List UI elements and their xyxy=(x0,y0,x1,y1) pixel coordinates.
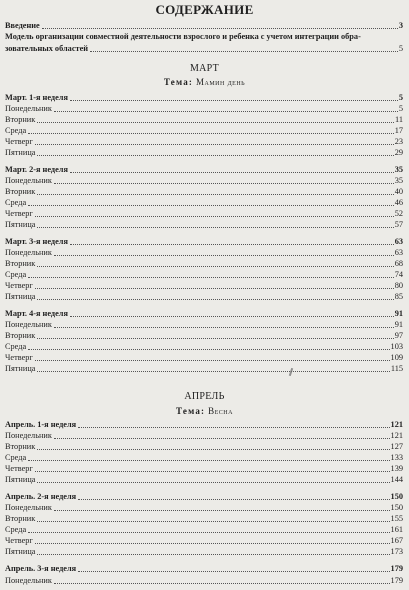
toc-day[interactable] xyxy=(5,197,403,208)
toc-day-page: 109 xyxy=(390,353,403,362)
toc-day-page: 127 xyxy=(390,442,403,451)
toc-day-page: 35 xyxy=(394,176,403,185)
toc-week-page: 150 xyxy=(390,492,403,501)
toc-day-label: Вторник xyxy=(5,259,36,268)
dot-leader xyxy=(37,338,393,339)
dot-leader xyxy=(54,438,390,439)
page-title: СОДЕРЖАНИЕ xyxy=(155,2,254,17)
toc-day-page: 115 xyxy=(390,364,403,373)
toc-day-label: Понедельник xyxy=(5,503,52,512)
dot-leader xyxy=(28,460,389,461)
dot-leader xyxy=(37,554,389,555)
toc-day[interactable] xyxy=(5,186,403,197)
dot-leader xyxy=(37,299,393,300)
toc-day[interactable] xyxy=(5,474,403,485)
dot-leader xyxy=(78,499,389,500)
toc-day[interactable] xyxy=(5,147,403,158)
dot-leader xyxy=(37,122,394,123)
toc-day[interactable] xyxy=(5,103,403,114)
toc-day-page: 97 xyxy=(394,331,403,340)
toc-day[interactable] xyxy=(5,208,403,219)
toc-day[interactable] xyxy=(5,291,403,302)
toc-day-label: Четверг xyxy=(5,464,33,473)
dot-leader xyxy=(70,244,394,245)
toc-day-label: Пятница xyxy=(5,475,36,484)
toc-day-page: 52 xyxy=(394,209,403,218)
dot-leader xyxy=(28,205,394,206)
dot-leader xyxy=(70,316,394,317)
toc-day[interactable] xyxy=(5,535,403,546)
toc-week-page: 5 xyxy=(398,93,403,102)
toc-week[interactable] xyxy=(5,236,403,247)
dot-leader xyxy=(37,194,393,195)
toc-day-label: Вторник xyxy=(5,115,36,124)
toc-day-page: 133 xyxy=(390,453,403,462)
dot-leader xyxy=(90,51,398,52)
toc-day-page: 155 xyxy=(390,514,403,523)
toc-entry-label-line2: зовательных областей xyxy=(5,44,89,53)
toc-day-label: Пятница xyxy=(5,148,36,157)
toc-day-label: Вторник xyxy=(5,187,36,196)
dot-leader xyxy=(54,111,398,112)
toc-day-label: Четверг xyxy=(5,353,33,362)
toc-week-label: Март. 2-я неделя xyxy=(5,165,68,174)
dot-leader xyxy=(35,543,390,544)
toc-day-page: 80 xyxy=(394,281,403,290)
toc-day-page: 23 xyxy=(394,137,403,146)
toc-week-page: 121 xyxy=(390,420,403,429)
toc-day[interactable] xyxy=(5,219,403,230)
section-theme-march xyxy=(0,77,409,87)
toc-day-page: 91 xyxy=(394,320,403,329)
toc-week[interactable] xyxy=(5,563,403,574)
dot-leader xyxy=(54,255,394,256)
toc-day[interactable] xyxy=(5,136,403,147)
toc-day-page: 5 xyxy=(398,104,403,113)
toc-day-label: Четверг xyxy=(5,137,33,146)
toc-day[interactable] xyxy=(5,269,403,280)
toc-day-page: 121 xyxy=(390,431,403,440)
toc-week[interactable] xyxy=(5,491,403,502)
toc-day-page: 74 xyxy=(394,270,403,279)
dot-leader xyxy=(37,266,393,267)
toc-day-page: 57 xyxy=(394,220,403,229)
toc-day-page: 29 xyxy=(394,148,403,157)
toc-day-page: 40 xyxy=(394,187,403,196)
toc-day-label: Четверг xyxy=(5,536,33,545)
toc-day[interactable] xyxy=(5,430,403,441)
toc-day-label: Среда xyxy=(5,270,27,279)
toc-day[interactable] xyxy=(5,125,403,136)
toc-day-label: Понедельник xyxy=(5,431,52,440)
section-month-march: МАРТ xyxy=(189,63,220,74)
dot-leader xyxy=(70,100,398,101)
toc-day-label: Вторник xyxy=(5,442,36,451)
toc-day[interactable] xyxy=(5,546,403,557)
toc-day-page: 46 xyxy=(394,198,403,207)
toc-day-page: 11 xyxy=(395,115,403,124)
section-theme-april xyxy=(0,406,409,416)
toc-day-page: 68 xyxy=(394,259,403,268)
toc-entry-page: 3 xyxy=(398,21,403,30)
toc-day-label: Вторник xyxy=(5,331,36,340)
dot-leader xyxy=(42,28,398,29)
dot-leader xyxy=(37,371,389,372)
toc-entry-label-line1: Модель организации совместной деятельности взрослого и ребенка с учетом интеграции обра- xyxy=(5,32,361,41)
dot-leader xyxy=(37,521,389,522)
toc-day-page: 144 xyxy=(390,475,403,484)
toc-day-page: 179 xyxy=(390,576,403,585)
theme-label: Тема: xyxy=(163,77,194,87)
toc-week[interactable] xyxy=(5,92,403,103)
toc-day[interactable] xyxy=(5,502,403,513)
toc-day-label: Понедельник xyxy=(5,104,52,113)
toc-week[interactable] xyxy=(5,308,403,319)
toc-day[interactable] xyxy=(5,452,403,463)
toc-day-label: Понедельник xyxy=(5,320,52,329)
dot-leader xyxy=(54,183,394,184)
dot-leader xyxy=(28,349,389,350)
toc-day-page: 103 xyxy=(390,342,403,351)
toc-week[interactable] xyxy=(5,419,403,430)
dot-leader xyxy=(28,133,394,134)
toc-day[interactable] xyxy=(5,341,403,352)
toc-day-label: Четверг xyxy=(5,281,33,290)
dot-leader xyxy=(54,510,390,511)
toc-day-label: Среда xyxy=(5,453,27,462)
toc-day[interactable] xyxy=(5,247,403,258)
toc-day-label: Пятница xyxy=(5,547,36,556)
toc-day-label: Среда xyxy=(5,342,27,351)
toc-day-label: Среда xyxy=(5,198,27,207)
toc-day-label: Четверг xyxy=(5,209,33,218)
dot-leader xyxy=(54,327,394,328)
toc-week-label: Апрель. 1-я неделя xyxy=(5,420,77,429)
toc-day-label: Пятница xyxy=(5,292,36,301)
dot-leader xyxy=(54,583,390,584)
toc-day-page: 85 xyxy=(394,292,403,301)
toc-day-page: 17 xyxy=(394,126,403,135)
toc-day-page: 63 xyxy=(394,248,403,257)
dot-leader xyxy=(78,571,389,572)
toc-week[interactable] xyxy=(5,164,403,175)
toc-day-page: 150 xyxy=(390,503,403,512)
theme-value: Весна xyxy=(208,406,233,416)
toc-day[interactable] xyxy=(5,175,403,186)
dot-leader xyxy=(70,172,394,173)
toc-week-label: Апрель. 2-я неделя xyxy=(5,492,77,501)
toc-week-label: Март. 1-я неделя xyxy=(5,93,68,102)
toc-day[interactable] xyxy=(5,463,403,474)
toc-day-page: 161 xyxy=(390,525,403,534)
toc-day-label: Среда xyxy=(5,126,27,135)
toc-entry-label: Введение xyxy=(5,21,40,30)
toc-entry-model[interactable] xyxy=(5,31,403,55)
dot-leader xyxy=(37,155,393,156)
toc-day-page: 139 xyxy=(390,464,403,473)
section-month-april: АПРЕЛЬ xyxy=(184,391,225,402)
toc-day-label: Вторник xyxy=(5,514,36,523)
dot-leader xyxy=(28,532,389,533)
toc-day-label: Пятница xyxy=(5,220,36,229)
toc-entry-page: 5 xyxy=(398,44,403,53)
theme-value: Мамин день xyxy=(195,77,246,87)
toc-week-page: 91 xyxy=(394,309,403,318)
toc-week-page: 63 xyxy=(394,237,403,246)
toc-week-label: Март. 4-я неделя xyxy=(5,309,68,318)
toc-day[interactable] xyxy=(5,575,403,586)
toc-week-page: 35 xyxy=(394,165,403,174)
dot-leader xyxy=(37,449,389,450)
dot-leader xyxy=(35,216,394,217)
toc-day[interactable] xyxy=(5,524,403,535)
toc-day-label: Понедельник xyxy=(5,176,52,185)
toc-week-label: Март. 3-я неделя xyxy=(5,237,68,246)
dot-leader xyxy=(35,471,390,472)
toc-day-page: 167 xyxy=(390,536,403,545)
toc-day[interactable] xyxy=(5,280,403,291)
toc-week-label: Апрель. 3-я неделя xyxy=(5,564,77,573)
theme-label: Тема: xyxy=(176,406,206,416)
toc-day-label: Понедельник xyxy=(5,576,52,585)
dot-leader xyxy=(37,227,393,228)
toc-day[interactable] xyxy=(5,330,403,341)
dot-leader xyxy=(35,144,394,145)
toc-day[interactable] xyxy=(5,258,403,269)
toc-day[interactable] xyxy=(5,319,403,330)
dot-leader xyxy=(35,288,394,289)
toc-day-label: Среда xyxy=(5,525,27,534)
toc-day-label: Понедельник xyxy=(5,248,52,257)
toc-day[interactable] xyxy=(5,114,403,125)
toc-day-page: 173 xyxy=(390,547,403,556)
toc-day[interactable] xyxy=(5,441,403,452)
dot-leader xyxy=(37,482,389,483)
toc-day[interactable] xyxy=(5,352,403,363)
dot-leader xyxy=(35,360,390,361)
toc-week-page: 179 xyxy=(390,564,403,573)
toc-day-label: Пятница xyxy=(5,364,36,373)
toc-day[interactable] xyxy=(5,513,403,524)
toc-entry-intro[interactable] xyxy=(5,20,403,31)
dot-leader xyxy=(28,277,394,278)
toc-day[interactable] xyxy=(5,363,403,374)
dot-leader xyxy=(78,427,389,428)
